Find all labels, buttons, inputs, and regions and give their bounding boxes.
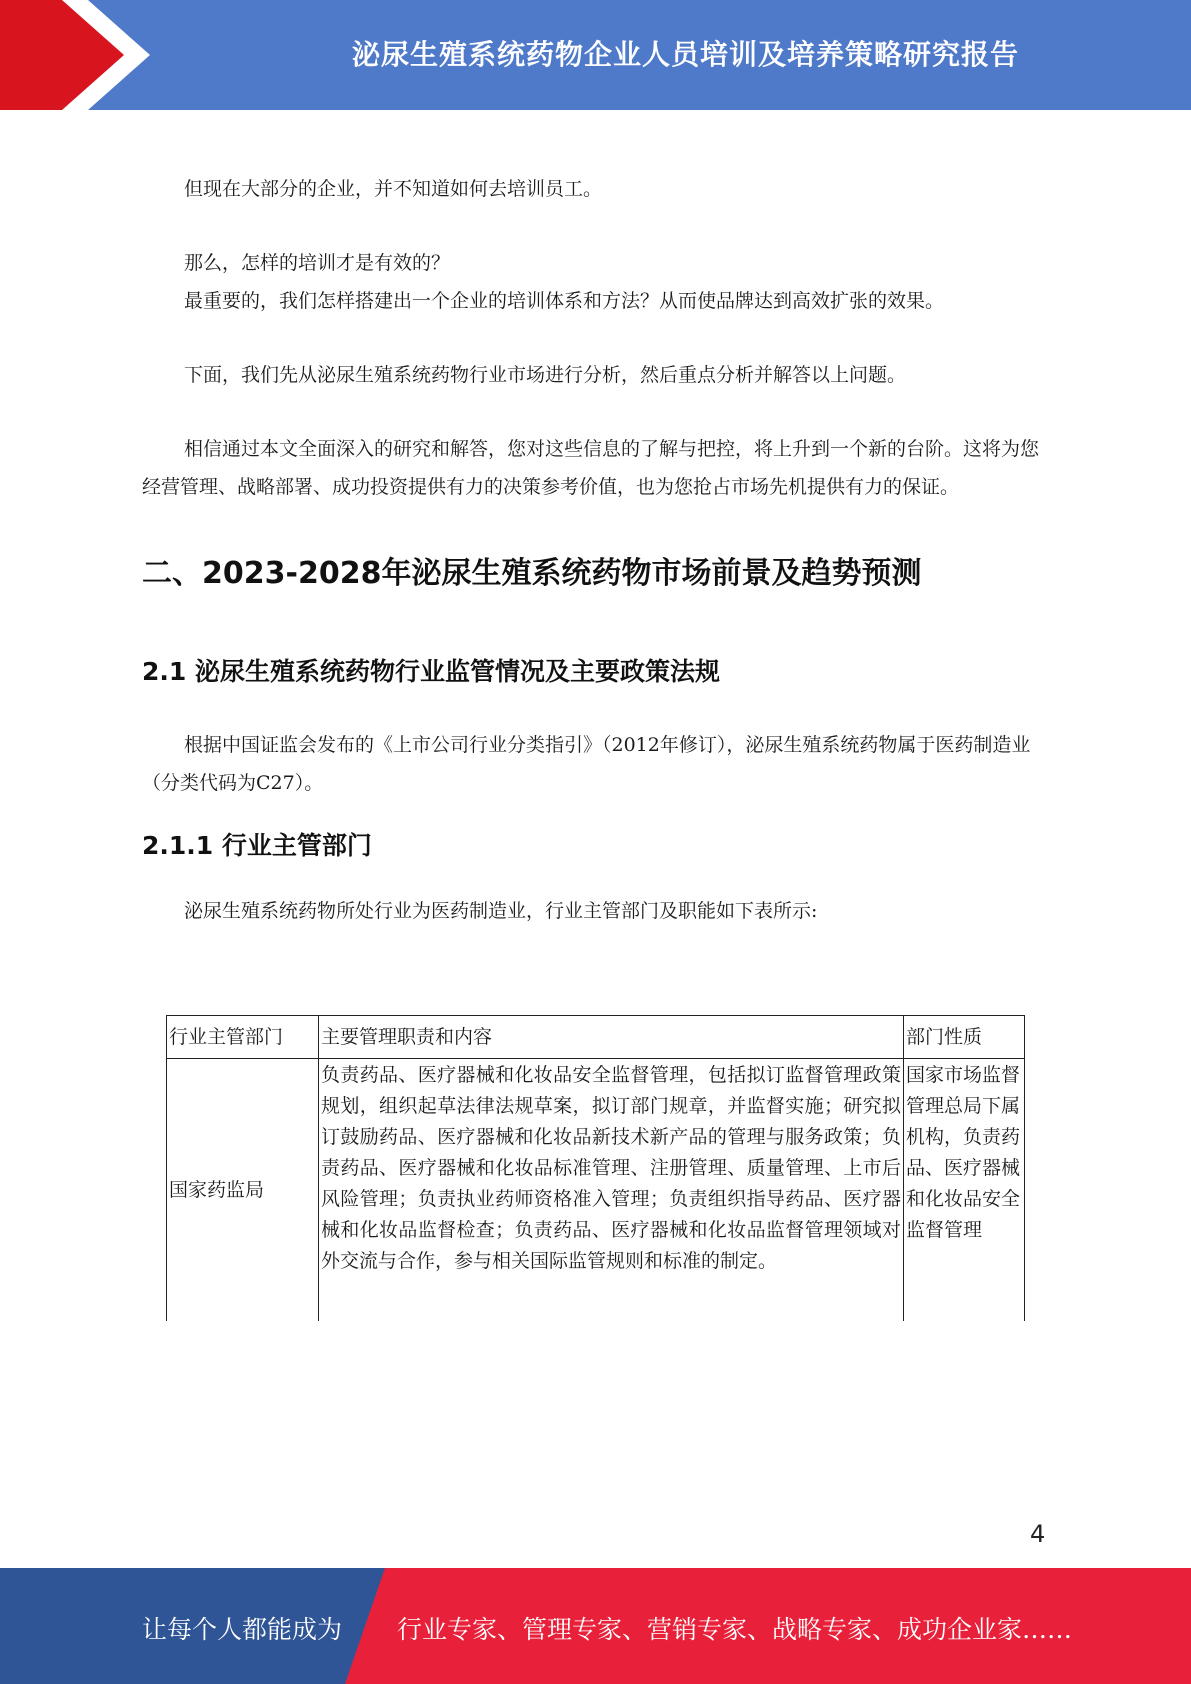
table-cell-nature: 国家市场监督管理总局下属机构，负责药品、医疗器械和化妆品安全监督管理 — [904, 1059, 1025, 1322]
subsubsection-heading: 2.1.1 行业主管部门 — [142, 831, 372, 860]
footer-slogan-left: 让每个人都能成为 — [142, 1615, 343, 1644]
page-header — [0, 0, 1191, 110]
table-cell-duties: 负责药品、医疗器械和化妆品安全监督管理，包括拟订监督管理政策规划，组织起草法律法规草案，拟订部门规章，并监督实施；研究拟订鼓励药品、医疗器械和化妆品新技术新产品的管理与服务政策；负责药品、医疗器械和化妆品标准管理、注册管理、质量管理、上市后风险管理；负责执业药师资格准入管理；负责组织指导药品、医疗器械和化妆品监督检查；负责药品、医疗器械和化妆品监督管理领域对外交流与合作，参与相关国际监管规则和标准的制定。 — [319, 1059, 904, 1322]
paragraph: 那么，怎样的培训才是有效的？ — [184, 252, 451, 274]
subsection-heading: 2.1 泌尿生殖系统药物行业监管情况及主要政策法规 — [142, 657, 720, 686]
paragraph: 根据中国证监会发布的《上市公司行业分类指引》（2012年修订），泌尿生殖系统药物属于医药制造业（分类代码为C27）。 — [142, 734, 1031, 794]
paragraph: 下面，我们先从泌尿生殖系统药物行业市场进行分析，然后重点分析并解答以上问题。 — [184, 364, 907, 386]
paragraph: 最重要的，我们怎样搭建出一个企业的培训体系和方法？从而使品牌达到高效扩张的效果。 — [184, 290, 945, 312]
department-table — [166, 1015, 1025, 1321]
footer-slogan-right: 行业专家、管理专家、营销专家、战略专家、成功企业家…… — [397, 1615, 1073, 1644]
table-header-cell: 部门性质 — [904, 1016, 1025, 1059]
table-header-cell: 行业主管部门 — [167, 1016, 319, 1059]
page-number: 4 — [1030, 1520, 1046, 1548]
table-header-cell: 主要管理职责和内容 — [319, 1016, 904, 1059]
header-title: 泌尿生殖系统药物企业人员培训及培养策略研究报告 — [351, 37, 1019, 71]
table-cell-dept: 国家药监局 — [167, 1059, 319, 1322]
table-row — [167, 1059, 1025, 1322]
document-body — [142, 170, 1047, 930]
table-header-row — [167, 1016, 1025, 1059]
paragraph: 泌尿生殖系统药物所处行业为医药制造业，行业主管部门及职能如下表所示: — [184, 900, 818, 922]
section-heading: 二、2023-2028年泌尿生殖系统药物市场前景及趋势预测 — [142, 556, 922, 591]
paragraph: 但现在大部分的企业，并不知道如何去培训员工。 — [184, 178, 603, 200]
paragraph: 相信通过本文全面深入的研究和解答，您对这些信息的了解与把控，将上升到一个新的台阶。这将为您经营管理、战略部署、成功投资提供有力的决策参考价值，也为您抢占市场先机提供有力的保证。 — [142, 438, 1040, 498]
